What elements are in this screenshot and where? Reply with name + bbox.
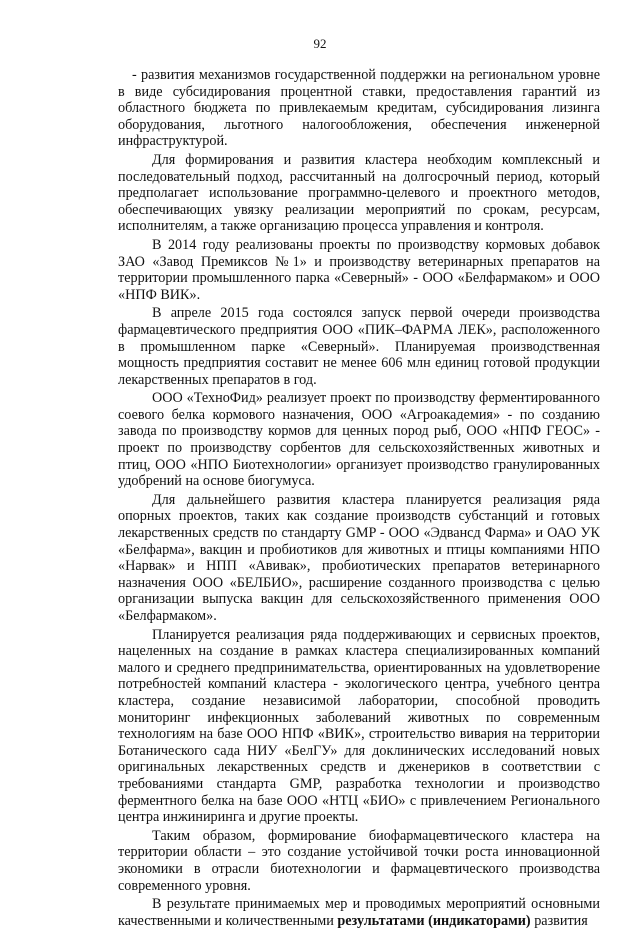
paragraph-april-2015: В апреле 2015 года состоялся запуск первой очереди производства фармацевтического предприятия ООО «ПИК–ФАРМА ЛЕК», расположенного в промышленном парке «Северный». Планируемая производственная мощность предприятия составит не менее 606 млн единиц готовой продукции лекарственных препаратов в год. [118,305,600,388]
paragraph-results [118,896,600,929]
paragraph-further-development: Для дальнейшего развития кластера планируется реализация ряда опорных проектов, таких как создание производств субстанций и готовых лекарственных средств по стандарту GMP - ООО «Эдвансд Фарма» и ОАО УК «Белфарма», вакцин и пробиотиков для животных и птицы компаниями НПО «Нарвак» и НПП «Авивак», пробиотических препаратов ветеринарного назначения ООО «БЕЛБИО», расширение созданного производства с целью организации выпуска вакцин для сельскохозяйственного применения ООО «Белфармаком». [118,491,600,624]
page-number: 92 [313,36,327,51]
paragraph-supporting-projects: Планируется реализация ряда поддерживающих и сервисных проектов, нацеленных на создание в рамках кластера специализированных компаний малого и среднего предпринимательства, ориентированных на удовлетворение потребностей компаний кластера - экологического центра, учебного центра кластера, создание независимой лаборатории, способной проводить мониторинг инфекционных заболеваний животных по современным технологиям на базе ООО НПФ «ВИК», строительство вивария на территории Ботанического сада НИУ «БелГУ» для доклинических исследований новых оригинальных лекарственных средств и дженериков в соответствии с требованиями стандарта GMP, разработка технологии и производство ферментного белка на базе ООО «НТЦ «БИО» с привлечением Регионального центра инжиниринга и другие проекты. [118,626,600,826]
paragraph-conclusion: Таким образом, формирование биофармацевтического кластера на территории области – это создание устойчивой точки роста инновационной экономики в отрасли биотехнологии и фармацевтического производства современного уровня. [118,827,600,894]
results-bold-text: результатами (индикаторами) [337,912,531,929]
results-text-after: развития [530,912,588,929]
paragraph-state-support: - развития механизмов государственной поддержки на региональном уровне в виде субсидирования процентной ставки, предоставления гарантий из областного бюджета по привлекаемым кредитам, субсидирования лизинга оборудования, льготного налогообложения, обеспечения инженерной инфраструктурой. [118,67,600,150]
results-text-before: В результате принимаемых мер и проводимых мероприятий основными качественными и количественными [118,896,600,929]
paragraph-technofeed: ООО «ТехноФид» реализует проект по производству ферментированного соевого белка кормового назначения, ООО «Агроакадемия» - по созданию завода по производству кормов для ценных пород рыб, ООО «НПФ ГЕОС» - проект по производству сорбентов для сельскохозяйственных животных и птиц, ООО «НПО Биотехнологии» организует производство гранулированных удобрений на основе биогумуса. [118,390,600,490]
paragraph-2014-projects: В 2014 году реализованы проекты по производству кормовых добавок ЗАО «Завод Премиксов №1» и производству ветеринарных препаратов на территории промышленного парка «Северный» - ООО «Белфармаком» и ООО «НПФ ВИК». [118,236,600,303]
document-body [118,67,600,929]
paragraph-cluster-approach: Для формирования и развития кластера необходим комплексный и последовательный подход, рассчитанный на долгосрочный период, который предполагает использование программно-целевого и проектного методов, обеспечивающих увязку реализации мероприятий по срокам, ресурсам, исполнителям, а также организацию процесса управления и контроля. [118,151,600,235]
